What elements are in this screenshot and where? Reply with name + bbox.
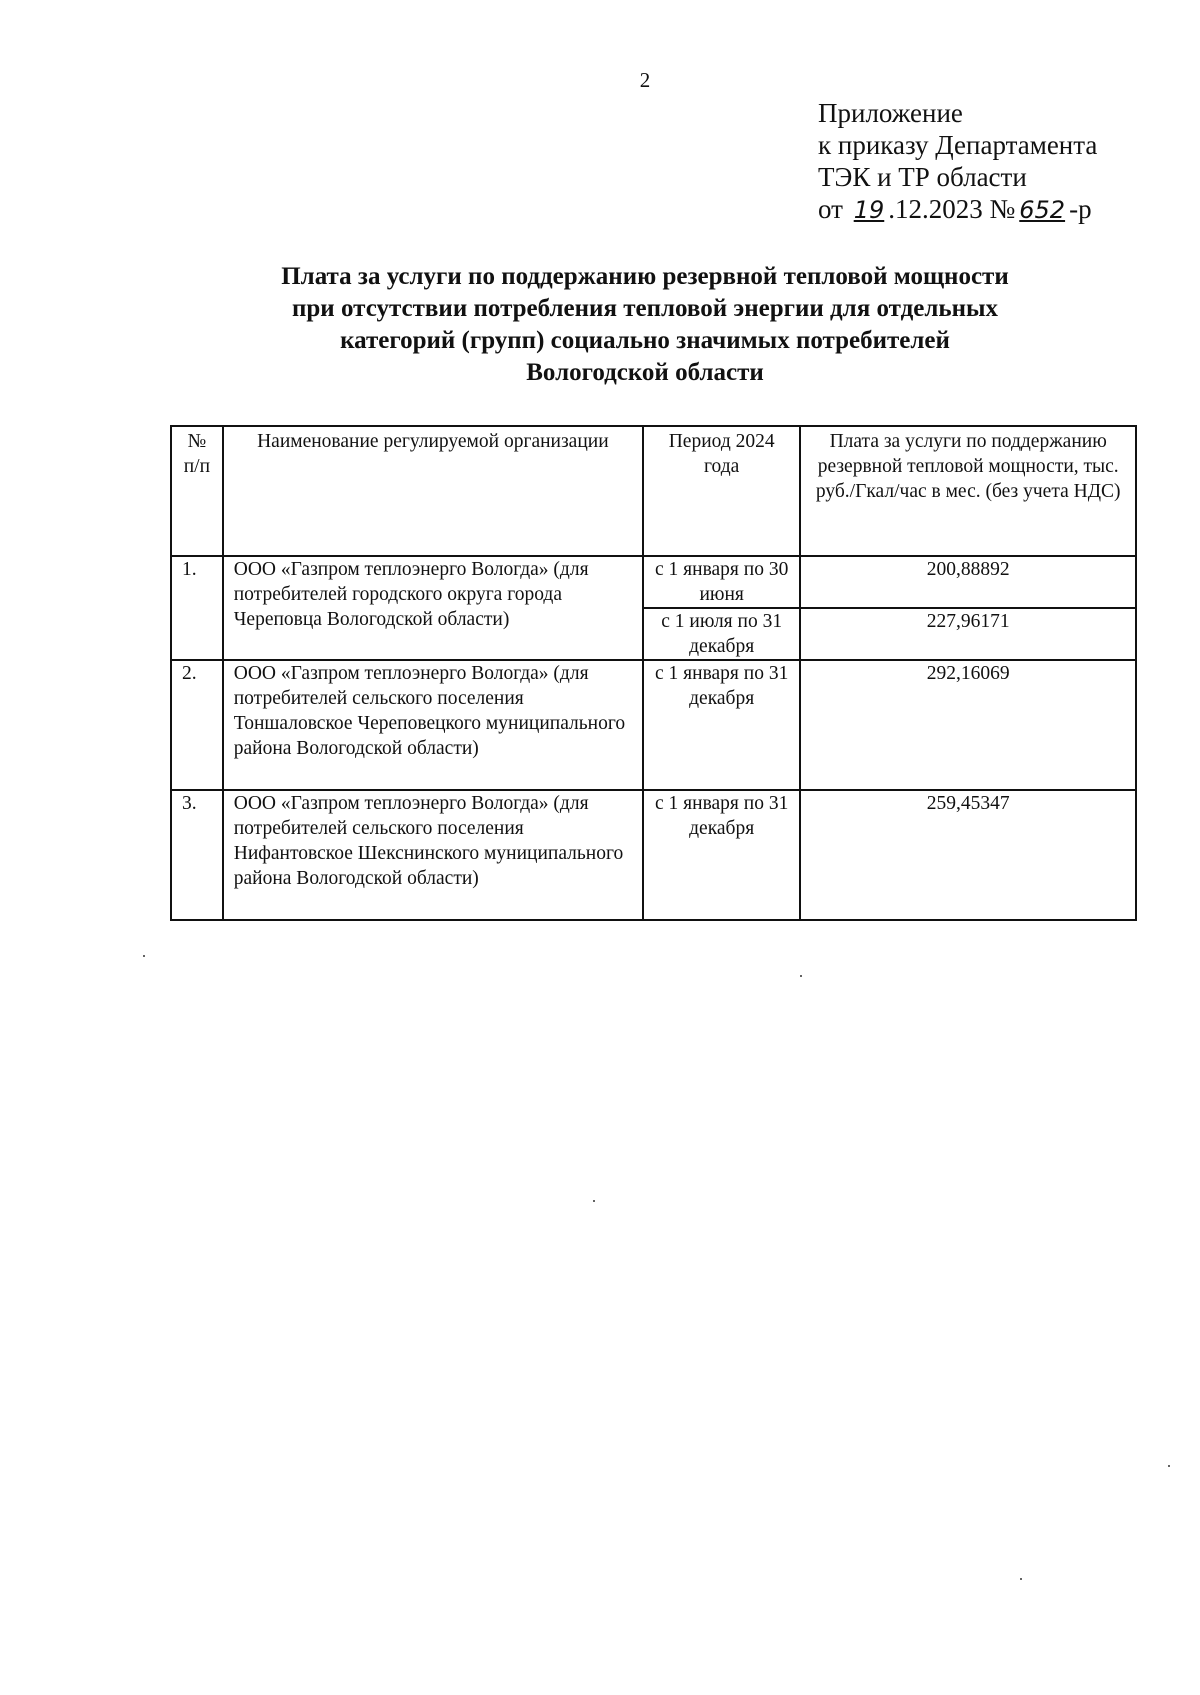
table-row [171, 660, 1136, 790]
table-header-row [171, 426, 1136, 556]
header-num: № п/п [171, 426, 223, 556]
title-line-3: категорий (групп) социально значимых потребителей [340, 327, 950, 354]
row-org: ООО «Газпром теплоэнерго Вологда» (для потребителей сельского поселения Тоншаловское Череповецкого муниципального района Вологодской области) [223, 660, 643, 790]
row-period: с 1 января по 30 июня [643, 556, 800, 608]
appendix-line-2: к приказу Департамента [818, 130, 1098, 160]
row-org: ООО «Газпром теплоэнерго Вологда» (для потребителей сельского поселения Нифантовское Шекснинского муниципального района Вологодской области) [223, 790, 643, 920]
appendix-line-3: ТЭК и ТР области [818, 162, 1027, 192]
appendix-block [818, 97, 1097, 226]
date-day-handwritten: 19 [853, 196, 885, 224]
header-period: Период 2024 года [643, 426, 800, 556]
scan-speck [1020, 1578, 1022, 1580]
scan-speck [1168, 1465, 1170, 1467]
row-period: с 1 января по 31 декабря [643, 660, 800, 790]
row-num: 2. [171, 660, 223, 790]
rates-table [170, 425, 1137, 921]
appendix-line-1: Приложение [818, 98, 963, 128]
row-period: с 1 июля по 31 декабря [643, 608, 800, 660]
table-row [171, 556, 1136, 608]
date-rest: .12.2023 № [888, 194, 1016, 224]
row-fee: 227,96171 [800, 608, 1136, 660]
header-fee: Плата за услуги по поддержанию резервной тепловой мощности, тыс. руб./Гкал/час в мес. (без учета НДС) [800, 426, 1136, 556]
title-line-1: Плата за услуги по поддержанию резервной тепловой мощности [281, 263, 1009, 290]
title-line-2: при отсутствии потребления тепловой энергии для отдельных [291, 295, 999, 322]
header-org: Наименование регулируемой организации [223, 426, 643, 556]
page-number: 2 [639, 68, 651, 92]
row-num: 1. [171, 556, 223, 660]
row-fee: 259,45347 [800, 790, 1136, 920]
row-fee: 200,88892 [800, 556, 1136, 608]
order-suffix: -р [1069, 194, 1092, 224]
scan-speck [800, 975, 802, 977]
document-title [120, 261, 1170, 389]
order-number-handwritten: 652 [1019, 196, 1066, 224]
row-num: 3. [171, 790, 223, 920]
title-line-4: Вологодской области [526, 359, 764, 386]
row-fee: 292,16069 [800, 660, 1136, 790]
row-period: с 1 января по 31 декабря [643, 790, 800, 920]
scan-speck [143, 955, 145, 957]
date-prefix: от [818, 194, 843, 224]
scan-speck [593, 1200, 595, 1202]
appendix-date-line [818, 193, 1097, 226]
row-org: ООО «Газпром теплоэнерго Вологда» (для потребителей городского округа города Череповца Вологодской области) [223, 556, 643, 660]
table-row [171, 790, 1136, 920]
